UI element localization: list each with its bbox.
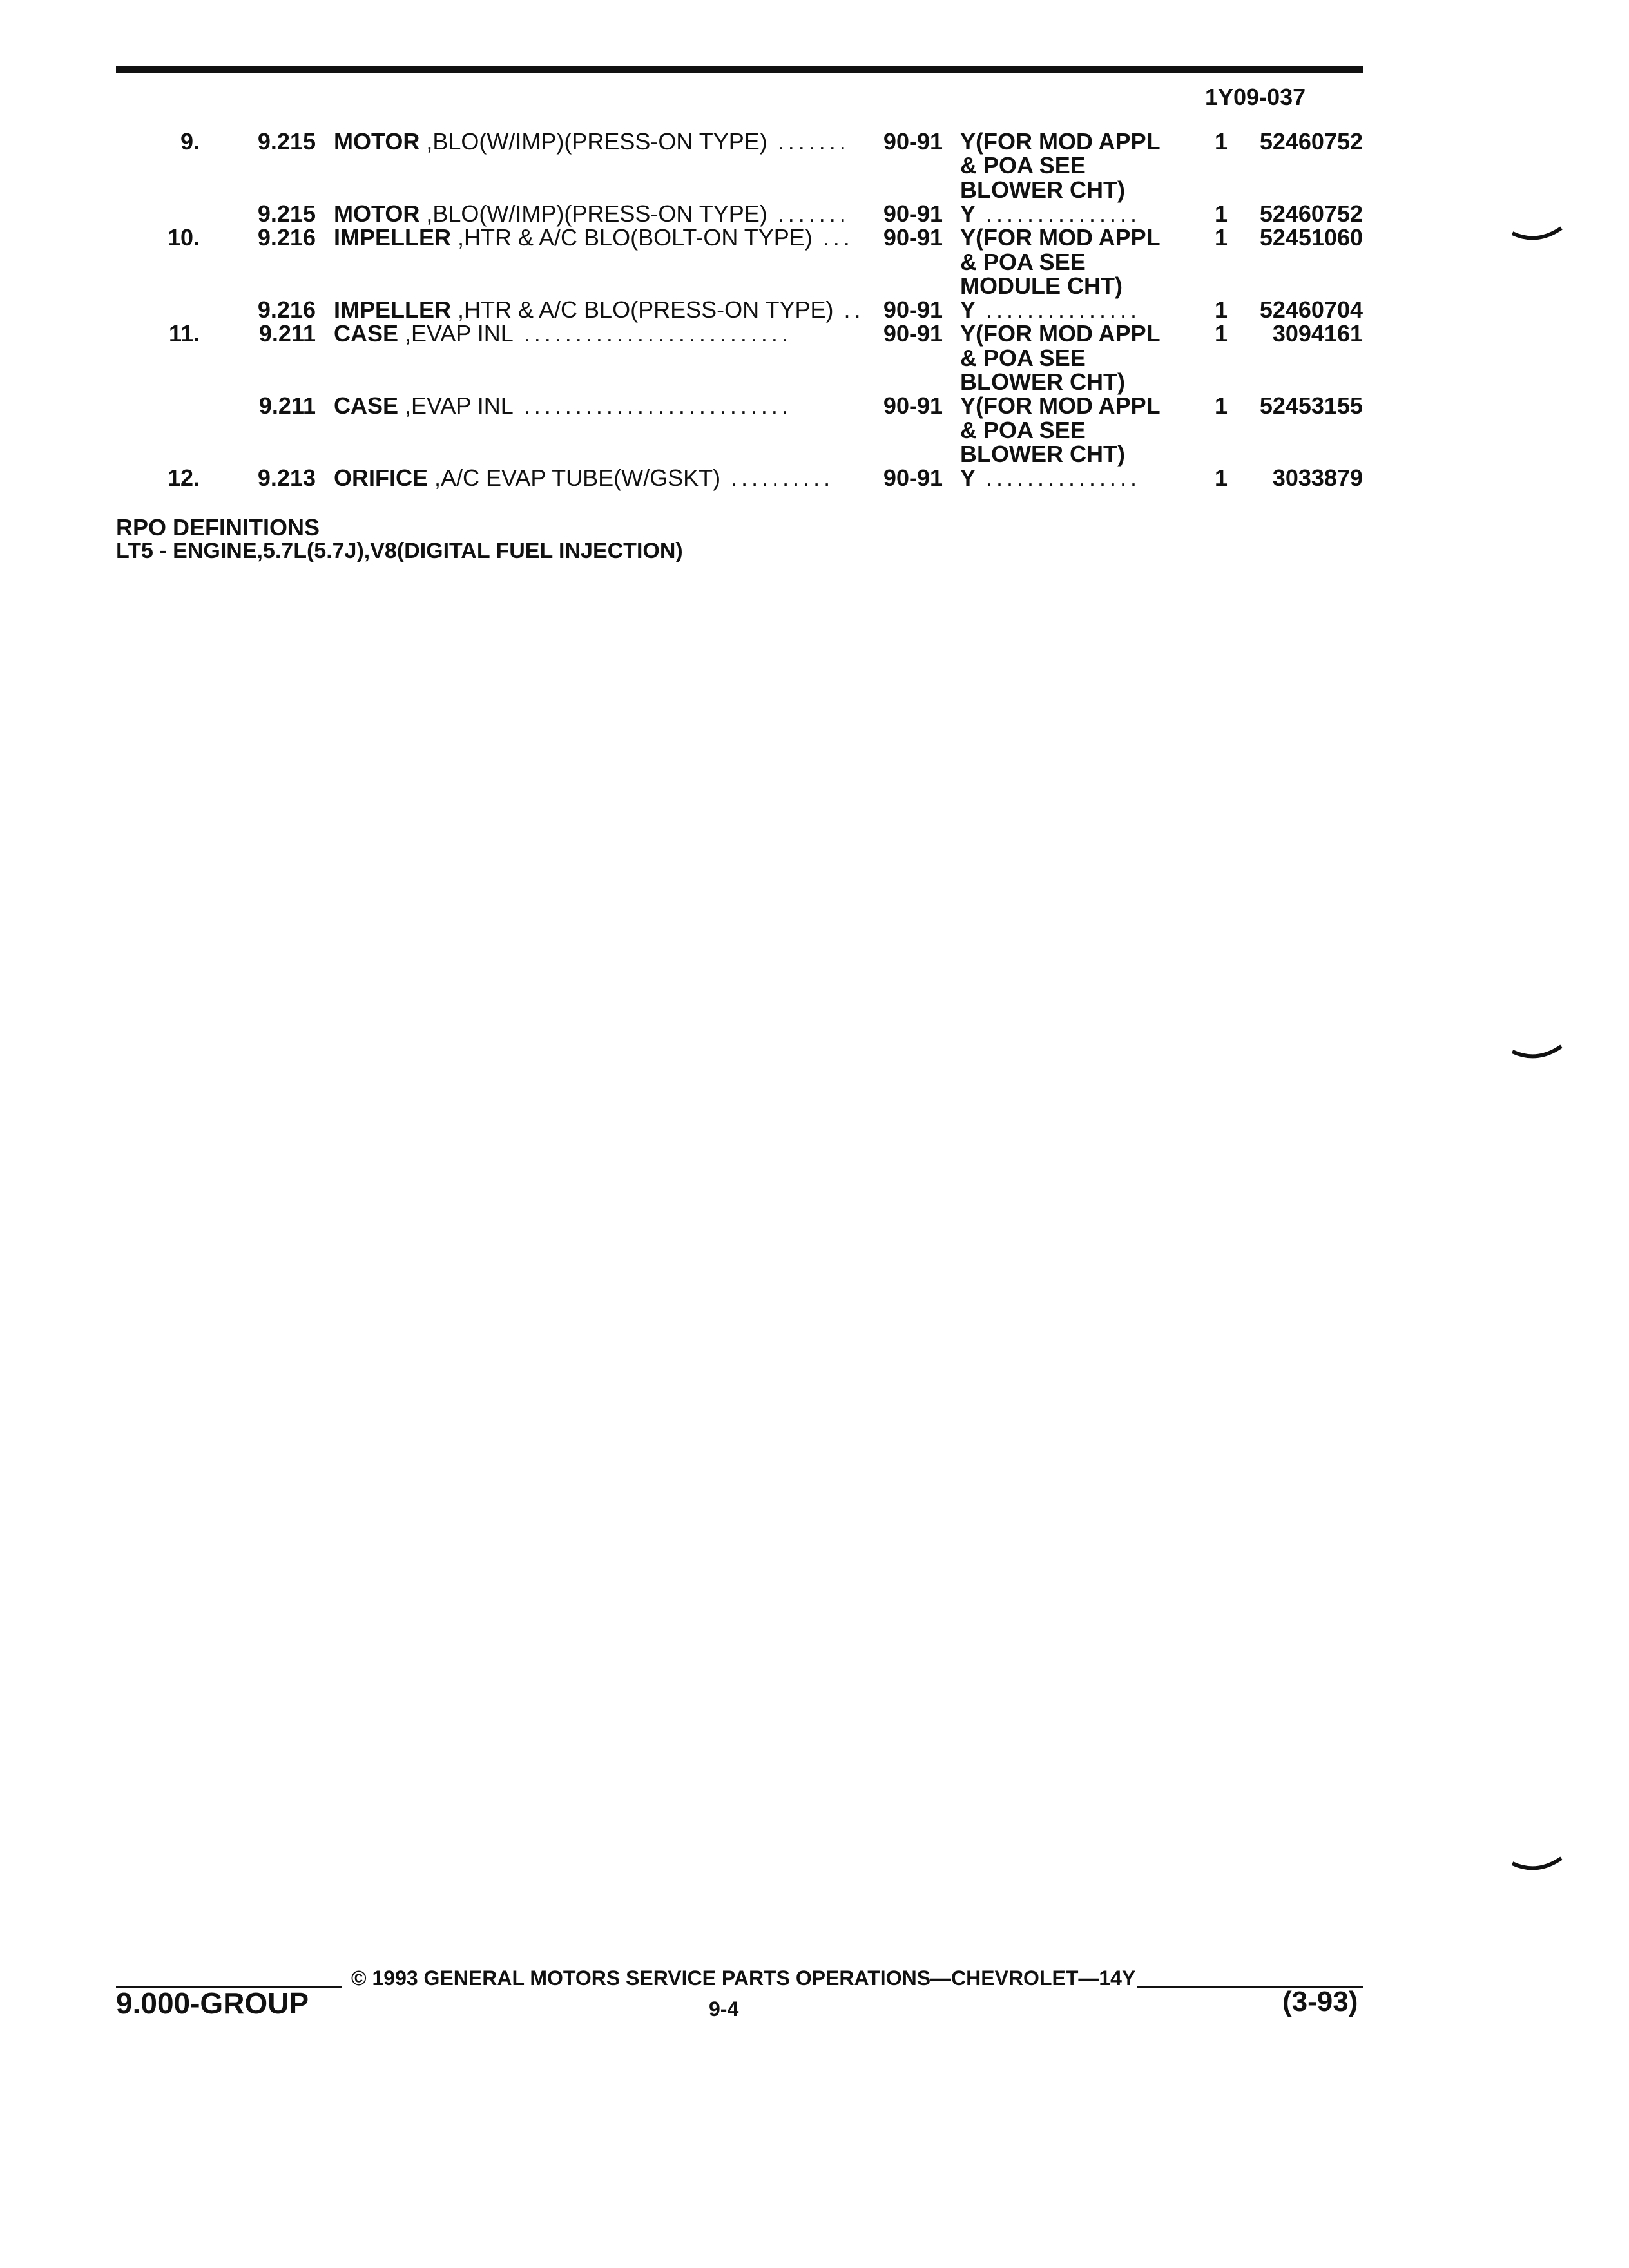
model-years: 90-91	[883, 320, 943, 347]
quantity: 1	[1214, 224, 1228, 251]
usage-note	[960, 441, 1179, 467]
part-name: MOTOR	[334, 200, 420, 227]
part-modifier: ,HTR & A/C BLO(PRESS-ON TYPE)	[451, 297, 834, 323]
table-row	[0, 465, 1629, 491]
leader-dots: ..........................	[513, 393, 792, 419]
usage-note	[960, 177, 1179, 203]
note-text: BLOWER CHT)	[960, 441, 1125, 467]
part-name: CASE	[334, 393, 399, 419]
rpo-title: RPO DEFINITIONS	[116, 514, 320, 541]
note-text: Y(FOR MOD APPL	[960, 321, 1161, 347]
usage-note	[960, 201, 1179, 227]
usage-note	[960, 345, 1179, 371]
leader-dots: ..	[833, 297, 864, 323]
usage-note	[960, 129, 1179, 155]
group-number: 9.216	[257, 296, 316, 323]
part-description	[334, 297, 864, 323]
part-description	[334, 201, 864, 227]
leader-dots: ...	[812, 225, 854, 251]
group-label: 9.000-GROUP	[116, 1986, 309, 2020]
part-modifier: ,HTR & A/C BLO(BOLT-ON TYPE)	[451, 225, 813, 251]
binder-hole-mark	[1511, 226, 1563, 245]
note-text: Y(FOR MOD APPL	[960, 393, 1161, 419]
part-description	[334, 129, 864, 155]
page-code: 1Y09-037	[1205, 84, 1306, 110]
usage-note	[960, 465, 1179, 491]
revision-date: (3-93)	[1282, 1986, 1358, 2017]
quantity: 1	[1214, 296, 1228, 323]
quantity: 1	[1214, 200, 1228, 227]
group-number: 9.213	[257, 465, 316, 492]
part-modifier: ,A/C EVAP TUBE(W/GSKT)	[428, 465, 721, 492]
table-row	[0, 345, 1629, 371]
table-row	[0, 418, 1629, 443]
model-years: 90-91	[883, 465, 943, 492]
part-number: 52460752	[1259, 200, 1363, 227]
part-modifier: ,BLO(W/IMP)(PRESS-ON TYPE)	[419, 200, 767, 227]
table-row	[0, 225, 1629, 251]
table-row	[0, 249, 1629, 275]
item-number: 12.	[167, 465, 200, 492]
table-row	[0, 441, 1629, 467]
group-number: 9.215	[257, 200, 316, 227]
quantity: 1	[1214, 128, 1228, 155]
leader-dots: .......	[767, 129, 850, 155]
part-modifier: ,EVAP INL	[398, 393, 514, 419]
part-number: 52460704	[1259, 296, 1363, 323]
part-name: MOTOR	[334, 129, 420, 155]
binder-hole-mark	[1511, 1856, 1563, 1875]
leader-dots: ..........	[720, 465, 834, 492]
part-description	[334, 465, 864, 491]
rpo-definition: LT5 - ENGINE,5.7L(5.7J),V8(DIGITAL FUEL INJECTION)	[116, 539, 683, 563]
part-name: ORIFICE	[334, 465, 429, 492]
model-years: 90-91	[883, 392, 943, 419]
part-name: CASE	[334, 321, 399, 347]
part-number: 3094161	[1272, 320, 1363, 347]
table-row	[0, 273, 1629, 299]
leader-dots: ...............	[976, 200, 1141, 227]
part-description	[334, 225, 864, 251]
note-text: MODULE CHT)	[960, 273, 1123, 299]
group-number: 9.211	[258, 392, 316, 419]
table-row	[0, 177, 1629, 203]
note-text: BLOWER CHT)	[960, 369, 1125, 395]
leader-dots: ...............	[976, 465, 1141, 492]
part-description	[334, 321, 864, 347]
usage-note	[960, 153, 1179, 178]
model-years: 90-91	[883, 296, 943, 323]
note-text: Y(FOR MOD APPL	[960, 225, 1161, 251]
table-row	[0, 153, 1629, 178]
model-years: 90-91	[883, 224, 943, 251]
item-number: 10.	[167, 224, 200, 251]
quantity: 1	[1214, 320, 1228, 347]
part-number: 52451060	[1259, 224, 1363, 251]
group-number: 9.216	[257, 224, 316, 251]
table-row	[0, 321, 1629, 347]
quantity: 1	[1214, 392, 1228, 419]
model-years: 90-91	[883, 128, 943, 155]
group-number: 9.215	[257, 128, 316, 155]
usage-note	[960, 321, 1179, 347]
header-rule	[116, 66, 1363, 73]
table-row	[0, 369, 1629, 395]
usage-note	[960, 393, 1179, 419]
leader-dots: ...............	[976, 297, 1141, 323]
note-text: & POA SEE	[960, 417, 1086, 443]
usage-note	[960, 225, 1179, 251]
part-number: 52453155	[1259, 392, 1363, 419]
quantity: 1	[1214, 465, 1228, 492]
page-number: 9-4	[709, 1997, 739, 2021]
note-text: Y	[960, 200, 976, 227]
table-row	[0, 129, 1629, 155]
binder-hole-mark	[1511, 1044, 1563, 1063]
note-text: BLOWER CHT)	[960, 177, 1125, 203]
group-number: 9.211	[258, 320, 316, 347]
note-text: Y	[960, 297, 976, 323]
part-modifier: ,EVAP INL	[398, 321, 514, 347]
model-years: 90-91	[883, 200, 943, 227]
part-number: 3033879	[1272, 465, 1363, 492]
usage-note	[960, 418, 1179, 443]
table-row	[0, 297, 1629, 323]
part-name: IMPELLER	[334, 297, 452, 323]
part-name: IMPELLER	[334, 225, 452, 251]
part-description	[334, 393, 864, 419]
note-text: & POA SEE	[960, 153, 1086, 179]
leader-dots: ..........................	[513, 321, 792, 347]
leader-dots: .......	[767, 200, 850, 227]
item-number: 9.	[180, 128, 200, 155]
table-row	[0, 201, 1629, 227]
usage-note	[960, 273, 1179, 299]
part-number: 52460752	[1259, 128, 1363, 155]
note-text: Y(FOR MOD APPL	[960, 129, 1161, 155]
usage-note	[960, 369, 1179, 395]
note-text: & POA SEE	[960, 345, 1086, 371]
copyright-notice: © 1993 GENERAL MOTORS SERVICE PARTS OPERATIONS—CHEVROLET—14Y	[351, 1966, 1136, 1990]
note-text: Y	[960, 465, 976, 492]
table-row	[0, 393, 1629, 419]
item-number: 11.	[168, 320, 200, 347]
part-modifier: ,BLO(W/IMP)(PRESS-ON TYPE)	[419, 129, 767, 155]
note-text: & POA SEE	[960, 249, 1086, 275]
usage-note	[960, 249, 1179, 275]
usage-note	[960, 297, 1179, 323]
